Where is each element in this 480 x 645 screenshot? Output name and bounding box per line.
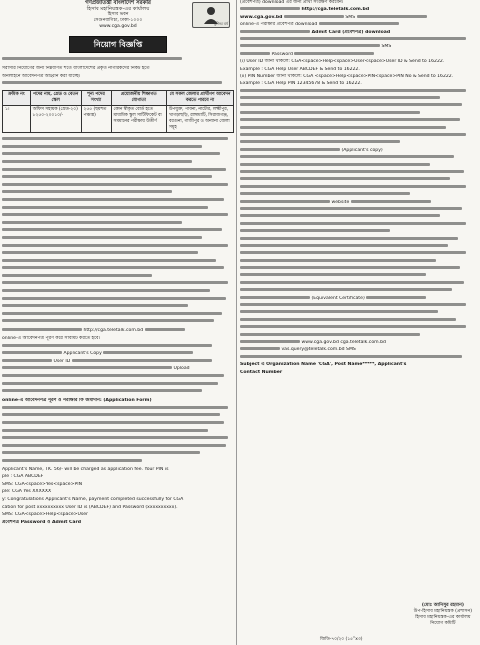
text-block: [240, 303, 466, 306]
text-block: [240, 355, 462, 358]
text-block: [240, 111, 420, 114]
user-id-example: Example : CGA Help User ABCDEF & Send to 16222.: [240, 66, 360, 72]
sms-help-format: SMS: CGA<space>Help<space>User: [2, 512, 89, 518]
text-block: [240, 281, 464, 284]
text-block: [240, 200, 330, 203]
text-block: [240, 52, 270, 55]
sms-credentials-line: cation for post xxxxxxxxxx User ID is (ABCDEF) and Password (xxxxxxxxxx).: [2, 504, 178, 510]
email-subject-line: Subject এ Organization Name 'CGA', Post Name*****, Applicant's: [240, 362, 407, 368]
text-block: [2, 459, 142, 462]
text-block: [2, 406, 228, 409]
text-block: [319, 22, 399, 25]
text-block: [2, 304, 188, 307]
text-block: [240, 30, 310, 33]
text-block: [240, 325, 466, 328]
text-block: [2, 228, 222, 231]
text-block: [240, 37, 466, 40]
sms-example-1: ple : CGA ABCDEF: [2, 474, 44, 480]
text-block: [2, 374, 224, 377]
text-block: [2, 81, 222, 84]
teletalk-link-right[interactable]: http://cga.teletalk.com.bd: [301, 7, 370, 13]
text-block: [2, 183, 228, 186]
text-block: [357, 15, 427, 18]
text-block: [2, 213, 228, 216]
text-block: [240, 340, 300, 343]
text-block: [2, 168, 226, 171]
mujib-borsho-logo: [192, 2, 230, 28]
text-block: [2, 421, 224, 424]
text-block: [103, 351, 193, 354]
text-block: [240, 347, 280, 350]
applicant-copy-right: (Applicant's copy): [341, 147, 383, 153]
text-block: [240, 259, 436, 262]
user-id-help: (i) User ID জানা থাকলে: CGA<space>Help<space>User<space>User ID & Send to 16222.: [240, 59, 445, 65]
sms-label: SMS: [345, 14, 356, 20]
th-serial: ক্রমিক নং: [3, 91, 31, 106]
text-block: [240, 103, 462, 106]
intro-line-2: অনলাইনে আবেদনপত্র আহ্বান করা যাচ্ছে।: [2, 73, 81, 79]
text-block: [240, 229, 390, 232]
sms-label-2: SMS: [381, 44, 392, 50]
address-line1: হিসাব ভবন: [107, 12, 129, 17]
text-block: [2, 366, 172, 369]
text-block: [2, 190, 172, 193]
teletalk-website-2[interactable]: cga.teletalk.com.bd: [340, 339, 386, 345]
admit-card-download: Admit Card (প্রবেশপত্র) download: [311, 29, 391, 35]
admit-card-line: প্রবেশপত্র Password ও Admit Card: [2, 519, 82, 525]
memo-text-block: [2, 57, 182, 60]
sms-label-3: SMS: [346, 347, 356, 353]
cell-districts: উপযুক্ত, পাবনা, নাটোর, লক্ষ্মীপুর, খাগড়াছড়ি, রাঙ্গামাটি, সিরাজগঞ্জ, বরগুনা, গাজীপুর ও অন্যান্য জেলা সমূহ: [166, 106, 233, 133]
text-block: [240, 237, 458, 240]
user-id-label: User ID: [53, 358, 71, 364]
online-instruction: online-এ আবেদনপত্র পূরণ করে সাবমিট করতে হবে।: [2, 336, 101, 342]
text-block: [240, 140, 400, 143]
address-line2: সেগুনবাগিচা, ঢাকা-১০০০: [93, 18, 143, 23]
text-block: [2, 198, 224, 201]
text-block: [2, 266, 224, 269]
text-block: [240, 44, 380, 47]
text-block: [240, 192, 410, 195]
online-apply-block: [2, 328, 234, 395]
cell-education: কোন স্বীকৃত বোর্ড হতে মাধ্যমিক স্কুল সার্টিফিকেট বা সমমানের পরীক্ষায় উত্তীর্ণ: [111, 106, 166, 133]
text-block: [240, 266, 460, 269]
pin-example: Example : CGA Help PIN 12345678 & Send to 16222.: [240, 81, 362, 87]
text-block: [2, 319, 214, 322]
text-block: [240, 133, 466, 136]
signature-block: [414, 603, 472, 627]
page-title: নিয়োগ বিজ্ঞপ্তি: [69, 36, 167, 53]
text-block: [2, 145, 202, 148]
conditions-block: [2, 137, 234, 325]
text-block: [2, 389, 202, 392]
website-label: website: [331, 199, 350, 205]
text-block: [366, 296, 426, 299]
cell-serial: ১।: [3, 106, 31, 133]
teletalk-link[interactable]: http://cga.teletalk.com.bd: [83, 328, 144, 334]
online-admit-label: online-এ পরীক্ষার প্রবেশপত্র download: [240, 22, 318, 28]
text-block: [2, 297, 226, 300]
cga-website-2[interactable]: www.cga.gov.bd: [301, 339, 339, 345]
text-block: [351, 200, 431, 203]
th-education: প্রয়োজনীয় শিক্ষাগত যোগ্যতা: [111, 91, 166, 106]
text-block: [240, 273, 426, 276]
text-block: [240, 155, 454, 158]
text-block: [2, 251, 198, 254]
text-block: [284, 15, 344, 18]
text-block: [2, 152, 220, 155]
application-form-label: (Application Form): [103, 398, 152, 404]
sms-example-2: ple: CGA Yes XXXXXX: [2, 489, 52, 495]
applicant-copy-label: Applicant's Copy: [63, 351, 102, 357]
th-vacancy: শূন্য পদের সংখ্যা: [81, 91, 111, 106]
text-block: [240, 170, 464, 173]
admit-download-line: (প্রবেশপত্র) download এর জন্য প্রার্থী সংরক্ষণ করবেন।: [240, 0, 344, 5]
text-block: [240, 288, 452, 291]
contact-number-line: Contact Number: [240, 369, 283, 375]
signatory-name: (মোঃ আনিসুর রহমান): [421, 603, 464, 608]
text-block: [2, 312, 222, 315]
office-name: হিসাব মহানিয়ন্ত্রক-এর কার্যালয়: [86, 6, 150, 12]
posts-table: [2, 90, 234, 133]
column-divider: [236, 0, 237, 645]
text-block: [2, 259, 216, 262]
cell-post: অফিস সহায়ক (গ্রেড-২০) ৮২৫০-২০০১০/-: [30, 106, 81, 133]
text-block: [145, 328, 185, 331]
text-block: [2, 160, 192, 163]
text-block: [240, 126, 446, 129]
text-block: [2, 351, 62, 354]
th-districts: যে সকল জেলার প্রার্থীগণ আবেদন করতে পারবে না: [166, 91, 233, 106]
text-block: [2, 274, 152, 277]
signatory-designation: উপ-হিসাব মহানিয়ন্ত্রক (প্রশাসন): [413, 609, 472, 614]
th-post: পদের নাম, গ্রেড ও বেতন স্কেল: [30, 91, 81, 106]
text-block: [240, 148, 340, 151]
text-block: [240, 118, 460, 121]
text-block: [2, 175, 212, 178]
text-block: [240, 7, 300, 10]
text-block: [2, 206, 208, 209]
text-block: [240, 318, 456, 321]
memo-line: [2, 57, 234, 63]
text-block: [2, 244, 228, 247]
text-block: [240, 333, 420, 336]
text-block: [2, 444, 226, 447]
right-column: [240, 0, 478, 645]
text-block: [2, 289, 210, 292]
text-block: [2, 328, 82, 331]
text-block: [2, 221, 182, 224]
signatory-office: হিসাব মহানিয়ন্ত্রক-এর কার্যালয়: [415, 615, 471, 620]
text-block: [2, 137, 228, 140]
cell-vacancy: ২৫৫ (ছয়শত পঞ্চান্ন): [81, 106, 111, 133]
text-block: [240, 251, 466, 254]
pin-help: (ii) PIN Number জানা থাকলে: CGA <space>Help<space>PIN<space>PIN No & Send to 16222.: [240, 73, 454, 79]
intro-paragraph: [2, 66, 234, 87]
text-block: [2, 413, 220, 416]
government-name: গণপ্রজাতন্ত্রী বাংলাদেশ সরকার: [85, 0, 151, 6]
table-row: [3, 106, 234, 133]
password-label: Password: [271, 51, 293, 57]
sms-congrats-line: y: Congratulations Applicant's Name, payment completed successfully for CGA: [2, 496, 184, 502]
text-block: [2, 382, 218, 385]
left-column: [2, 0, 234, 645]
text-block: [240, 96, 440, 99]
text-block: [2, 436, 228, 439]
text-block: [240, 163, 430, 166]
upload-label: Upload: [173, 366, 190, 372]
text-block: [294, 52, 374, 55]
text-block: [2, 281, 228, 284]
text-block: [2, 344, 212, 347]
text-block: [2, 451, 200, 454]
fee-section-title: online-এ আবেদনপত্র পূরণ ও পরীক্ষার ফি জমাদান:: [2, 398, 102, 404]
cga-website-link[interactable]: www.cga.gov.bd: [240, 14, 283, 20]
sms-yes-format: SMS: CGA<space>Yes<space>PIN: [2, 481, 83, 487]
text-block: [2, 236, 202, 239]
logo-text: মুজিব বর্ষ: [213, 21, 228, 26]
text-block: [240, 177, 450, 180]
text-block: [2, 359, 52, 362]
text-block: [240, 214, 440, 217]
text-block: [240, 185, 466, 188]
text-block: [240, 244, 448, 247]
text-block: [240, 207, 462, 210]
text-block: [72, 359, 212, 362]
text-block: [240, 222, 466, 225]
website: www.cga.gov.bd: [99, 24, 137, 29]
teletalk-query-email[interactable]: vas.query@teletalk.com.bd: [281, 347, 345, 353]
text-block: [240, 296, 310, 299]
intro-line-1: সরাসরি নিয়োগের জন্য নিম্নবর্ণিত শর্তে বাংলাদেশের প্রকৃত নাগরিকদের নিকট হতে: [2, 66, 150, 71]
signatory-dept: নিয়োগ কমিটি: [430, 621, 456, 626]
text-block: [240, 89, 466, 92]
sms-charge-line: Applicant's Name, TK. 56/- will be charged as application fee. Your PIN is: [2, 466, 169, 472]
footer-code: জিডি-৭০/২০ (১৫”x৩): [320, 637, 363, 642]
text-block: [240, 310, 438, 313]
fee-payment-block: [2, 398, 234, 526]
equivalent-certificate: (Equivalent Certificate): [311, 295, 365, 301]
text-block: [2, 429, 208, 432]
